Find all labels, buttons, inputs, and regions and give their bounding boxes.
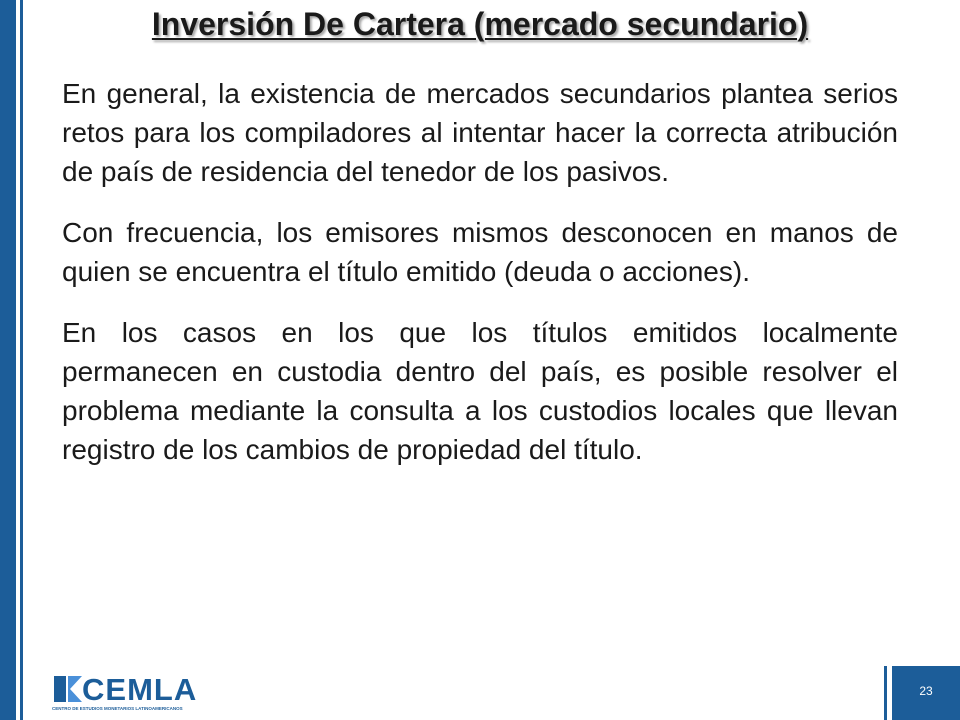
slide-title-text: Inversión De Cartera (mercado secundario) — [151, 6, 809, 42]
logo-wordmark: CEMLA — [82, 672, 198, 707]
left-accent-line — [20, 0, 23, 720]
paragraph-2: Con frecuencia, los emisores mismos desconocen en manos de quien se encuentra el título emitido (deuda o acciones). — [62, 217, 898, 287]
slide-body — [62, 74, 898, 491]
logo-tagline: CENTRO DE ESTUDIOS MONETARIOS LATINOAMERICANOS — [52, 706, 183, 711]
cemla-logo-mark-icon — [52, 674, 86, 704]
page-number: 23 — [919, 684, 933, 698]
paragraph-1: En general, la existencia de mercados secundarios plantea serios retos para los compiladores al intentar hacer la correcta atribución de país de residencia del tenedor de los pasivos. — [62, 78, 898, 187]
cemla-logo — [52, 674, 222, 714]
left-accent-bar — [0, 0, 16, 720]
slide-title — [60, 6, 900, 43]
page-box-divider — [884, 666, 887, 720]
paragraph-3: En los casos en los que los títulos emitidos localmente permanecen en custodia dentro del país, es posible resolver el problema mediante la consulta a los custodios locales que llevan registro de los cambios de propiedad del título. — [62, 317, 898, 465]
